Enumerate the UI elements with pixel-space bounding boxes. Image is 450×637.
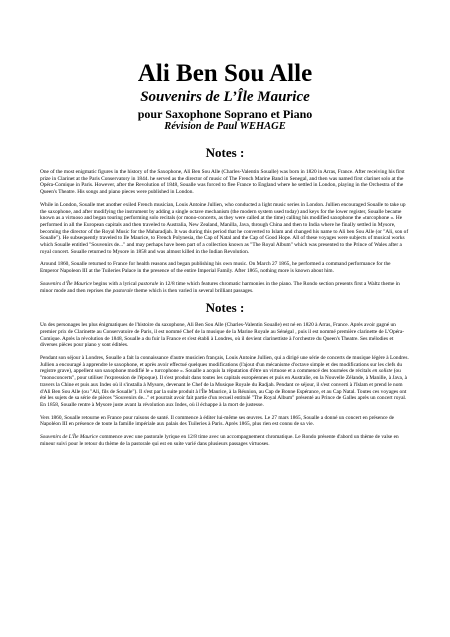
notes-fr-paragraph-1: Un des personages les plus énigmatiques de l'histoire du saxophone, Ali Ben Sou Alle (Charles-Valentin Soualle) est né en 1820 à Arras, France. Après avoir gagné un premier prix de Clarinette au Conservatoire de Paris, il est nommé Chef de la musique de la Marine Royale au Sénégal , puis il est nommé première clarinette de L'Opéra-Comique. Après la révolution de 1848, Soualle a du fuir la France et s'est établi à Londres, où il devient clarinettiste à l'orchestre du Queen's Theatre. Ses mélodies et diverses pièces pour piano y sont éditées. bbox=[40, 322, 405, 349]
term-en-soliste: en soliste bbox=[372, 368, 393, 375]
paragraph-text: in 12/8 time which features chromatic harmonies in the piano. The Rondo section presents first a Waltz theme in minor mode and then reprises the bbox=[40, 280, 400, 294]
notes-heading-english: Notes : bbox=[205, 145, 245, 160]
notes-en-paragraph-3: Around 1860, Soualle returned to France for health reasons and began publishing his own music. On March 27 1865, he performed a command performance for the Emperor Napoleon III at the Tuileries Palace in the presence of the entire Imperial Family. After 1865, nothing more is known about him. bbox=[40, 261, 391, 275]
piece-subtitle: Souvenirs de L’Île Maurice bbox=[140, 89, 310, 105]
notes-heading-french: Notes : bbox=[205, 300, 245, 316]
paragraph-text: (ou "monoconcerts", pour utiliser l'expression de l'époque). Il s'est produit dans toutes les capitals européennes et puis en Australie, en la Nouvelle Zélande, à Manille, à Java, à travers la Chine et puis aux Indes où il s'installa à Mysore, devenant le Chef de la Musique Royale du Radjah. Pendant ce séjour, il s'est converti à l'Islam et prend le nom d'Ali Ben Sou Alle (ou "Ali, fils de Soualle"). Il s'est par la suite produit à l'Île Maurice, à la Réunion, au Cap de Bonne Espérance, et au Cap Natal. Toutes ces voyages ont été les sujets de sa série de pièces "Souvenirs de..." et pourrait avoir fait partie d'un recueil entitulé "The Royal Album" présenté au Prince de Galles après un concert royal. En 1858, Soualle rentre à Mysore juste avant la révolution aux Indes, où il échappe à la mort de justesse. bbox=[40, 368, 407, 408]
revision-credit: Révision de Paul WEHAGE bbox=[164, 121, 286, 132]
paragraph-text: commence avec une pastorale lyrique en 12/8 time avec un accompagnement chromatique. Le Rondo présente d'abord un thème de valse en mineur suivi pour le retour du thème de la pastorale qui est en suite varié dans plusieurs passages virtuoses. bbox=[40, 434, 399, 447]
piece-title-reference: Souvenirs d’Île Maurice bbox=[40, 280, 92, 287]
piece-title-reference: Souvenirs de L'Île Maurice bbox=[40, 434, 98, 441]
notes-fr-paragraph-4 bbox=[40, 434, 410, 447]
notes-en-paragraph-1: One of the most enigmatic figures in the history of the Saxophone, Ali Ben Sou Alle (Charles-Valentin Soualle) was born in 1820 in Arras, France. After receiving his first prize in Clarinet at the Paris Conservatory in 1844. he served as the director of music of The French Marine Band in Senegal, and then was named first clarinet solo at the Opéra-Comique in Paris. However, after the Revolution of 1848, Soualle was forced to flee France to England where he settled in London, playing in the Orchestra of the Queen's Theatre. His songs and piano pieces were published in London. bbox=[40, 169, 405, 196]
paragraph-text: Pendant son séjour à Londres, Soualle a fait la connaissance d'autre musicien français, Louis Antoine Jullien, qui a dirigé une série de concerts de musique légère à Londres. Jullien a encouragé à apprendre le saxophone, et après avoir effectué quelques modifications (l'ajout d'un mécanisme d'octave simple et des modifications sur les clefs du registre grave), appellent son saxophone modifié le « turcophone ». Soualle a acquis la réputation d'être un virtuose et a commencé des tournées de récitals bbox=[40, 355, 409, 375]
term-pastorale: pastorale bbox=[112, 287, 133, 294]
paragraph-text: theme which is then varied in several brilliant passages. bbox=[132, 287, 254, 294]
notes-en-paragraph-4 bbox=[40, 281, 410, 294]
notes-en-paragraph-2: While in London, Soualle met another exiled French musician, Louis Antoine Jullien, who conducted a light music series in London. Jullien encouraged Soualle to take up the saxophone, and after modifying the instrument by adding a single octave mechanism (the modern system used today) and keys for the lower register, Soualle became known as a virtuoso and began touring performing solo recitals (or mono-concerts, as they were called at the time) calling his modified saxophone the «turcophone ». He performed in all the European capitals and then traveled to Australia, New Zealand, Manilla, Java, through China and then to India where he finally settled in Mysore, becoming the director of the Royal Music for the Maharadjah. It was during this period that he converted to Islam and changed his name to Ali ben Sou Alle (or "Ali, son of Soualle"). He subsequently traveled to Ile Maurice, to French Polynesia, the Cap of Natal and the Cap of Good Hope. All of these voyages were subjects of musical works which Soualle entitled "Souvenirs de..." and may perhaps have been part of a collection known as "The Royal Album" which was presented to the Prince of Wales after a royal concert. Soualle returned to Mysore in 1858 and was almost killed in the Indian Revolution. bbox=[40, 201, 409, 255]
term-pastorale: pastorale bbox=[138, 280, 159, 287]
paragraph-text: begins with a lyrical bbox=[91, 280, 139, 287]
piece-title: Ali Ben Sou Alle bbox=[137, 60, 313, 87]
instrumentation: pour Saxophone Soprano et Piano bbox=[137, 107, 313, 121]
notes-fr-paragraph-2 bbox=[40, 355, 410, 409]
notes-fr-paragraph-3: Vers 1860, Soualle retourne en France pour raisons de santé. Il commence à éditer lui-même ses œuvres. Le 27 mars 1865, Soualle a donné un concert en présence de Napoléon III en présence de toute la famille impériale aux palais des Tuileries à Paris. Après 1865, plus rien est connu de sa vie. bbox=[40, 414, 395, 428]
